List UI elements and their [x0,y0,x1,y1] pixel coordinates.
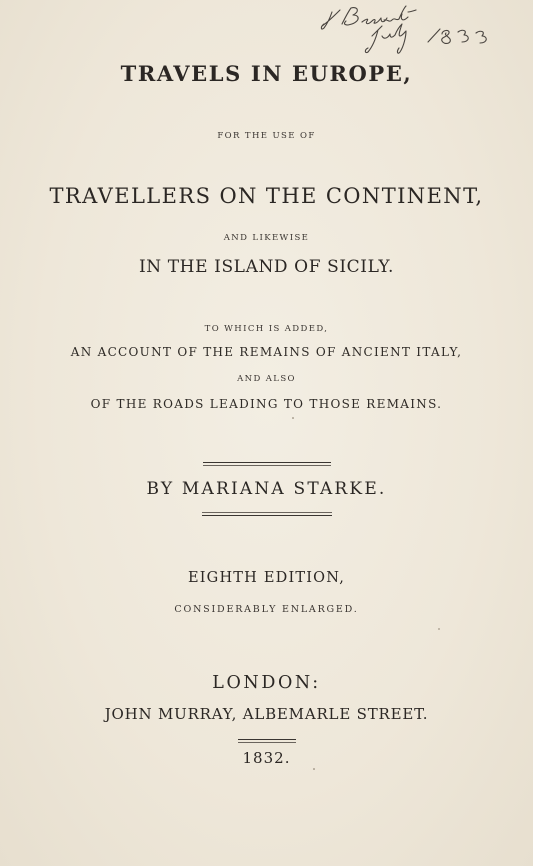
enlarged-line: CONSIDERABLY ENLARGED. [174,604,359,615]
for-the-use-of-line: FOR THE USE OF [217,131,316,141]
and-likewise-line: AND LIKEWISE [223,233,310,243]
edition-line: EIGHTH EDITION, [187,570,346,586]
place-of-publication: LONDON: [212,673,321,693]
to-which-is-added-line: TO WHICH IS ADDED, [204,324,329,334]
author-line: BY MARIANA STARKE. [146,479,387,499]
paper-speck [438,628,440,630]
book-title: TRAVELS IN EUROPE, [120,61,413,86]
roads-line: OF THE ROADS LEADING TO THOSE REMAINS. [90,397,443,411]
author-bottom-rule [202,512,332,516]
handwritten-inscription [318,2,528,62]
author-top-rule [203,462,331,466]
and-also-line: AND ALSO [237,374,296,384]
year-rule [238,739,296,743]
paper-speck [313,768,315,770]
travellers-line: TRAVELLERS ON THE CONTINENT, [49,184,484,208]
publisher-line: JOHN MURRAY, ALBEMARLE STREET. [104,705,429,723]
publication-year: 1832. [242,749,291,767]
account-line: AN ACCOUNT OF THE REMAINS OF ANCIENT ITALY, [70,345,463,359]
paper-speck [292,417,294,419]
island-line: IN THE ISLAND OF SICILY. [138,257,395,277]
